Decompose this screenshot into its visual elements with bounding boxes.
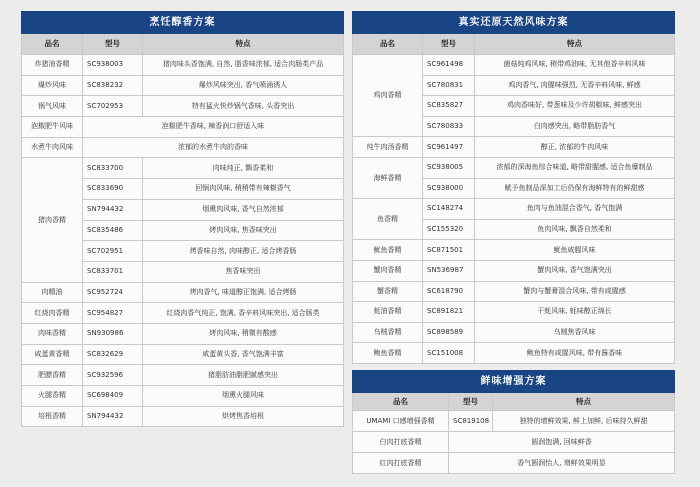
product-name: 蚝油香精: [353, 302, 423, 323]
product-code: SC702953: [83, 96, 143, 117]
product-code: SC932596: [83, 365, 143, 386]
product-name: UMAMI 口感增强香精: [353, 411, 449, 432]
col-header-feature: 特点: [493, 393, 675, 411]
umami-enhance-table: [352, 370, 675, 474]
product-name: 蟹肉香精: [353, 260, 423, 281]
product-feature: 干蚝风味, 蚝味醇正绵长: [475, 302, 675, 323]
product-feature: 烤肉香气, 味道醇正饱满, 适合烤肠: [143, 282, 344, 303]
table-row: [22, 55, 344, 76]
product-name: 培根香精: [22, 406, 83, 427]
col-header-code: 型号: [423, 34, 475, 55]
product-name: 猪肉香精: [22, 158, 83, 282]
product-feature: 鲍鱼特有咸腥风味, 带有酱香味: [475, 343, 675, 364]
product-code: SC151008: [423, 343, 475, 364]
product-feature: 回锅肉风味, 稍稍带有辣椒香气: [143, 179, 344, 200]
table-row: [353, 157, 675, 178]
table-row: [22, 117, 344, 138]
product-name: 白肉打底香精: [353, 432, 449, 453]
product-code: SC871501: [423, 240, 475, 261]
product-feature: 独特的增鲜效果, 鲜上加鲜, 后味持久鲜甜: [493, 411, 675, 432]
product-code: SC833690: [83, 179, 143, 200]
product-name: 炸猪油香精: [22, 55, 83, 76]
product-feature: 爆炒风味突出, 香气喷涌诱人: [143, 75, 344, 96]
product-code: SN536987: [423, 260, 475, 281]
product-feature: 鱼肉风味, 飘香自然柔和: [475, 219, 675, 240]
product-name: 火腿香精: [22, 386, 83, 407]
table-title: 真实还原天然风味方案: [353, 12, 675, 34]
product-code: SC833701: [83, 261, 143, 282]
product-code: SN794432: [83, 406, 143, 427]
product-feature: 猪脂肪油脂肥腻感突出: [143, 365, 344, 386]
col-header-name: 品名: [22, 34, 83, 55]
product-name: 泡椒肥牛风味: [22, 117, 83, 138]
product-code: SC961498: [423, 55, 475, 76]
table-row: [353, 322, 675, 343]
table-row: [353, 199, 675, 220]
table-title: 鲜味增强方案: [353, 371, 675, 393]
product-feature: 醇正, 浓郁的牛肉风味: [475, 137, 675, 158]
natural-flavor-table: [352, 11, 675, 364]
table-row: [353, 302, 675, 323]
product-code: SC835486: [83, 220, 143, 241]
product-code: SC819108: [449, 411, 493, 432]
table-row: [22, 406, 344, 427]
product-feature: 烤香味自然, 肉味醇正, 适合烤香肠: [143, 241, 344, 262]
product-name: 鱿鱼香精: [353, 240, 423, 261]
table-row: [22, 344, 344, 365]
product-name: 乌贼香精: [353, 322, 423, 343]
product-feature: 鱿鱼咸腥风味: [475, 240, 675, 261]
table-row: [353, 137, 675, 158]
product-name: 锅气风味: [22, 96, 83, 117]
product-feature: 白肉感突出, 略带脂肪香气: [475, 116, 675, 137]
product-feature: 鸡肉香气, 肉腥味强烈, 无香辛料风味, 鲜感: [475, 75, 675, 96]
product-code: SC898589: [423, 322, 475, 343]
product-code: SC954827: [83, 303, 143, 324]
product-code: SC618790: [423, 281, 475, 302]
product-name: 纯牛肉汤香精: [353, 137, 423, 158]
table-row: [353, 343, 675, 364]
product-code: SC838232: [83, 75, 143, 96]
product-feature: 咸蛋黄头香, 香气饱满丰富: [143, 344, 344, 365]
product-code: SC155320: [423, 219, 475, 240]
product-feature: 猪肉味头香饱满, 自然, 脂香味浓郁, 适合肉肠类产品: [143, 55, 344, 76]
product-code: SC832629: [83, 344, 143, 365]
product-feature: 烟熏肉风味, 香气自然浓郁: [143, 199, 344, 220]
product-name: 鲍鱼香精: [353, 343, 423, 364]
product-feature: 乌贼焦香风味: [475, 322, 675, 343]
table-row: [22, 323, 344, 344]
product-feature: 鱼肉与鱼油混合香气, 香气饱满: [475, 199, 675, 220]
table-row: [22, 75, 344, 96]
table-row: [353, 260, 675, 281]
product-feature: 浓郁的水煮牛肉的香味: [83, 137, 344, 158]
product-name: 水煮牛肉风味: [22, 137, 83, 158]
table-row: [22, 303, 344, 324]
product-feature: 特有猛火快炒锅气香味, 头香突出: [143, 96, 344, 117]
table-row: [353, 240, 675, 261]
table-row: [22, 386, 344, 407]
table-row: [22, 158, 344, 179]
product-name: 咸蛋黄香精: [22, 344, 83, 365]
product-feature: 肉味纯正, 飘香柔和: [143, 158, 344, 179]
product-feature: 泡椒肥牛香味, 辣香润口舒适入味: [83, 117, 344, 138]
product-feature: 焦香味突出: [143, 261, 344, 282]
product-code: SC780833: [423, 116, 475, 137]
product-code: SC833700: [83, 158, 143, 179]
product-code: SC938005: [423, 157, 475, 178]
product-feature: 烤肉风味, 稍微有酸感: [143, 323, 344, 344]
product-code: SC835827: [423, 96, 475, 117]
col-header-feature: 特点: [475, 34, 675, 55]
product-name: 蟹香精: [353, 281, 423, 302]
product-code: SC780831: [423, 75, 475, 96]
product-feature: 烤肉风味, 焦香味突出: [143, 220, 344, 241]
table-title: 烹饪醇香方案: [22, 12, 344, 34]
product-code: SC938000: [423, 178, 475, 199]
col-header-name: 品名: [353, 34, 423, 55]
product-code: SC148274: [423, 199, 475, 220]
product-code: SC891821: [423, 302, 475, 323]
table-row: [22, 365, 344, 386]
product-code: SC961497: [423, 137, 475, 158]
product-name: 海鲜香精: [353, 157, 423, 198]
product-name: 肉精油: [22, 282, 83, 303]
product-name: 红烧肉香精: [22, 303, 83, 324]
product-feature: 赋予鱼制品深加工后仍保有海鲜特有的鲜甜感: [475, 178, 675, 199]
table-row: [353, 55, 675, 76]
product-feature: 烟熏火腿风味: [143, 386, 344, 407]
table-row: [353, 411, 675, 432]
product-code: SC938003: [83, 55, 143, 76]
product-name: 鸡肉香精: [353, 55, 423, 137]
product-code: SC952724: [83, 282, 143, 303]
product-feature: 菌菇炖鸡风味, 稍带鸡油味, 无其他香辛料风味: [475, 55, 675, 76]
product-name: 爆炒风味: [22, 75, 83, 96]
product-feature: 蟹肉与蟹膏混合风味, 带有咸腥感: [475, 281, 675, 302]
product-name: 红肉打底香精: [353, 453, 449, 474]
col-header-name: 品名: [353, 393, 449, 411]
product-code: SN930986: [83, 323, 143, 344]
product-feature: 圆润饱满, 回味鲜香: [449, 432, 675, 453]
product-code: SC702951: [83, 241, 143, 262]
table-row: [22, 96, 344, 117]
product-name: 肉味香精: [22, 323, 83, 344]
product-code: SC698409: [83, 386, 143, 407]
table-row: [353, 453, 675, 474]
product-feature: 烘烤焦香培根: [143, 406, 344, 427]
cooking-aroma-table: [21, 11, 344, 427]
col-header-code: 型号: [83, 34, 143, 55]
product-feature: 香气圆润怡人, 增鲜效果明显: [449, 453, 675, 474]
table-row: [353, 432, 675, 453]
table-row: [353, 281, 675, 302]
col-header-feature: 特点: [143, 34, 344, 55]
product-code: SN794432: [83, 199, 143, 220]
col-header-code: 型号: [449, 393, 493, 411]
product-feature: 浓郁的深海鱼综合味道, 略带甜腥感, 适合鱼糜制品: [475, 157, 675, 178]
product-name: 肥膘香精: [22, 365, 83, 386]
product-feature: 鸡肉香味好, 带葱味及少许胡椒味, 鲜感突出: [475, 96, 675, 117]
product-feature: 红烧肉香气纯正, 饱满, 香辛料风味突出, 适合肠类: [143, 303, 344, 324]
table-row: [22, 282, 344, 303]
product-name: 鱼香精: [353, 199, 423, 240]
product-feature: 蟹肉风味, 香气饱满突出: [475, 260, 675, 281]
table-row: [22, 137, 344, 158]
